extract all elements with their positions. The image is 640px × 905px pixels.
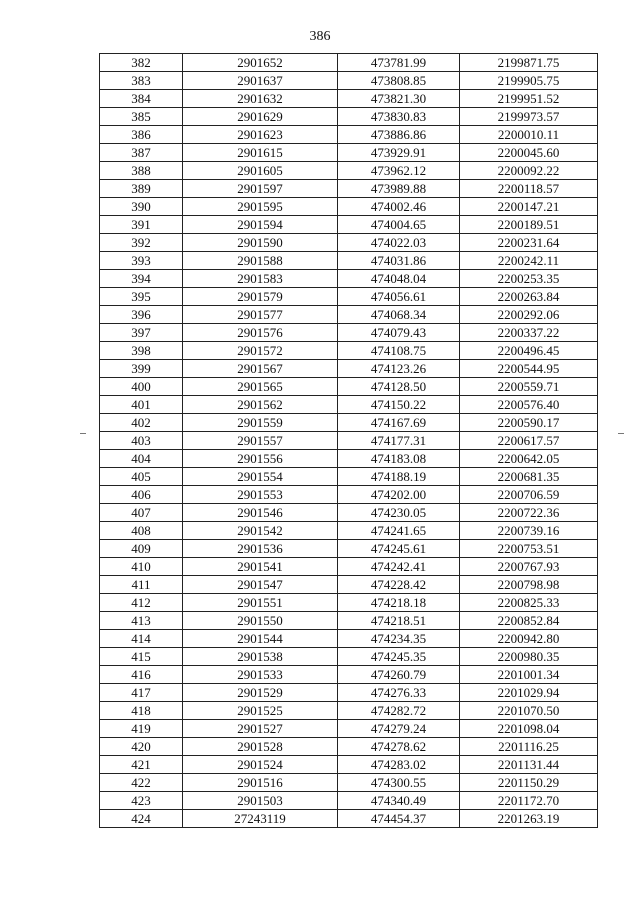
y-coordinate-cell: 2200496.45: [460, 342, 598, 360]
point-number-cell: 399: [100, 360, 183, 378]
table-row: [100, 738, 598, 756]
x-coordinate-cell: 474056.61: [338, 288, 460, 306]
point-number-cell: 422: [100, 774, 183, 792]
table-row: [100, 216, 598, 234]
x-coordinate-cell: 474108.75: [338, 342, 460, 360]
code-cell: 2901572: [183, 342, 338, 360]
table-row: [100, 522, 598, 540]
code-cell: 2901567: [183, 360, 338, 378]
point-number-cell: 411: [100, 576, 183, 594]
table-row: [100, 144, 598, 162]
code-cell: 2901551: [183, 594, 338, 612]
point-number-cell: 388: [100, 162, 183, 180]
x-coordinate-cell: 474242.41: [338, 558, 460, 576]
y-coordinate-cell: 2201098.04: [460, 720, 598, 738]
y-coordinate-cell: 2200642.05: [460, 450, 598, 468]
table-row: [100, 414, 598, 432]
point-number-cell: 386: [100, 126, 183, 144]
x-coordinate-cell: 474300.55: [338, 774, 460, 792]
table-row: [100, 792, 598, 810]
y-coordinate-cell: 2199905.75: [460, 72, 598, 90]
table-row: [100, 108, 598, 126]
table-row: [100, 378, 598, 396]
table-row: [100, 648, 598, 666]
code-cell: 27243119: [183, 810, 338, 828]
point-number-cell: 387: [100, 144, 183, 162]
point-number-cell: 391: [100, 216, 183, 234]
left-margin-mark: [80, 433, 86, 434]
point-number-cell: 408: [100, 522, 183, 540]
x-coordinate-cell: 474230.05: [338, 504, 460, 522]
x-coordinate-cell: 474188.19: [338, 468, 460, 486]
code-cell: 2901605: [183, 162, 338, 180]
code-cell: 2901595: [183, 198, 338, 216]
code-cell: 2901547: [183, 576, 338, 594]
x-coordinate-cell: 474167.69: [338, 414, 460, 432]
table-row: [100, 180, 598, 198]
table-row: [100, 126, 598, 144]
x-coordinate-cell: 474279.24: [338, 720, 460, 738]
x-coordinate-cell: 473821.30: [338, 90, 460, 108]
point-number-cell: 414: [100, 630, 183, 648]
point-number-cell: 392: [100, 234, 183, 252]
code-cell: 2901525: [183, 702, 338, 720]
table-row: [100, 432, 598, 450]
point-number-cell: 415: [100, 648, 183, 666]
table-row: [100, 306, 598, 324]
y-coordinate-cell: 2200980.35: [460, 648, 598, 666]
table-row: [100, 54, 598, 72]
table-row: [100, 720, 598, 738]
y-coordinate-cell: 2200045.60: [460, 144, 598, 162]
y-coordinate-cell: 2200706.59: [460, 486, 598, 504]
code-cell: 2901516: [183, 774, 338, 792]
y-coordinate-cell: 2200739.16: [460, 522, 598, 540]
table-row: [100, 252, 598, 270]
y-coordinate-cell: 2200767.93: [460, 558, 598, 576]
y-coordinate-cell: 2201029.94: [460, 684, 598, 702]
y-coordinate-cell: 2199951.52: [460, 90, 598, 108]
code-cell: 2901579: [183, 288, 338, 306]
code-cell: 2901577: [183, 306, 338, 324]
table-row: [100, 612, 598, 630]
code-cell: 2901652: [183, 54, 338, 72]
table-row: [100, 360, 598, 378]
table-row: [100, 756, 598, 774]
table-row: [100, 450, 598, 468]
x-coordinate-cell: 473962.12: [338, 162, 460, 180]
point-number-cell: 383: [100, 72, 183, 90]
table-row: [100, 486, 598, 504]
coordinates-table-body: [100, 54, 598, 828]
table-row: [100, 594, 598, 612]
right-margin-mark: [618, 433, 624, 434]
y-coordinate-cell: 2200010.11: [460, 126, 598, 144]
code-cell: 2901553: [183, 486, 338, 504]
point-number-cell: 407: [100, 504, 183, 522]
code-cell: 2901615: [183, 144, 338, 162]
table-row: [100, 396, 598, 414]
point-number-cell: 397: [100, 324, 183, 342]
code-cell: 2901544: [183, 630, 338, 648]
code-cell: 2901588: [183, 252, 338, 270]
y-coordinate-cell: 2201116.25: [460, 738, 598, 756]
y-coordinate-cell: 2201263.19: [460, 810, 598, 828]
table-row: [100, 162, 598, 180]
y-coordinate-cell: 2200798.98: [460, 576, 598, 594]
x-coordinate-cell: 474202.00: [338, 486, 460, 504]
point-number-cell: 412: [100, 594, 183, 612]
y-coordinate-cell: 2200576.40: [460, 396, 598, 414]
y-coordinate-cell: 2201001.34: [460, 666, 598, 684]
y-coordinate-cell: 2200147.21: [460, 198, 598, 216]
point-number-cell: 417: [100, 684, 183, 702]
x-coordinate-cell: 473808.85: [338, 72, 460, 90]
table-row: [100, 630, 598, 648]
table-row: [100, 198, 598, 216]
code-cell: 2901528: [183, 738, 338, 756]
point-number-cell: 409: [100, 540, 183, 558]
point-number-cell: 394: [100, 270, 183, 288]
x-coordinate-cell: 474048.04: [338, 270, 460, 288]
x-coordinate-cell: 474278.62: [338, 738, 460, 756]
point-number-cell: 416: [100, 666, 183, 684]
point-number-cell: 423: [100, 792, 183, 810]
y-coordinate-cell: 2199973.57: [460, 108, 598, 126]
table-row: [100, 558, 598, 576]
x-coordinate-cell: 474241.65: [338, 522, 460, 540]
y-coordinate-cell: 2201070.50: [460, 702, 598, 720]
code-cell: 2901533: [183, 666, 338, 684]
code-cell: 2901524: [183, 756, 338, 774]
point-number-cell: 420: [100, 738, 183, 756]
point-number-cell: 396: [100, 306, 183, 324]
point-number-cell: 402: [100, 414, 183, 432]
x-coordinate-cell: 474282.72: [338, 702, 460, 720]
coordinates-table: [99, 53, 598, 828]
y-coordinate-cell: 2200118.57: [460, 180, 598, 198]
x-coordinate-cell: 474234.35: [338, 630, 460, 648]
x-coordinate-cell: 474177.31: [338, 432, 460, 450]
table-row: [100, 270, 598, 288]
code-cell: 2901541: [183, 558, 338, 576]
code-cell: 2901503: [183, 792, 338, 810]
point-number-cell: 384: [100, 90, 183, 108]
x-coordinate-cell: 474245.35: [338, 648, 460, 666]
y-coordinate-cell: 2200242.11: [460, 252, 598, 270]
x-coordinate-cell: 474454.37: [338, 810, 460, 828]
y-coordinate-cell: 2200337.22: [460, 324, 598, 342]
code-cell: 2901556: [183, 450, 338, 468]
table-row: [100, 504, 598, 522]
code-cell: 2901527: [183, 720, 338, 738]
table-row: [100, 666, 598, 684]
y-coordinate-cell: 2200092.22: [460, 162, 598, 180]
table-row: [100, 810, 598, 828]
code-cell: 2901562: [183, 396, 338, 414]
y-coordinate-cell: 2199871.75: [460, 54, 598, 72]
code-cell: 2901554: [183, 468, 338, 486]
x-coordinate-cell: 474150.22: [338, 396, 460, 414]
code-cell: 2901637: [183, 72, 338, 90]
y-coordinate-cell: 2200942.80: [460, 630, 598, 648]
code-cell: 2901623: [183, 126, 338, 144]
y-coordinate-cell: 2201172.70: [460, 792, 598, 810]
y-coordinate-cell: 2200559.71: [460, 378, 598, 396]
table-row: [100, 540, 598, 558]
table-row: [100, 90, 598, 108]
y-coordinate-cell: 2201150.29: [460, 774, 598, 792]
point-number-cell: 400: [100, 378, 183, 396]
table-row: [100, 774, 598, 792]
code-cell: 2901583: [183, 270, 338, 288]
code-cell: 2901546: [183, 504, 338, 522]
x-coordinate-cell: 473989.88: [338, 180, 460, 198]
point-number-cell: 398: [100, 342, 183, 360]
x-coordinate-cell: 474079.43: [338, 324, 460, 342]
code-cell: 2901632: [183, 90, 338, 108]
y-coordinate-cell: 2200544.95: [460, 360, 598, 378]
table-row: [100, 342, 598, 360]
point-number-cell: 419: [100, 720, 183, 738]
code-cell: 2901576: [183, 324, 338, 342]
x-coordinate-cell: 473830.83: [338, 108, 460, 126]
point-number-cell: 421: [100, 756, 183, 774]
x-coordinate-cell: 473929.91: [338, 144, 460, 162]
code-cell: 2901590: [183, 234, 338, 252]
table-row: [100, 684, 598, 702]
y-coordinate-cell: 2200263.84: [460, 288, 598, 306]
y-coordinate-cell: 2201131.44: [460, 756, 598, 774]
y-coordinate-cell: 2200292.06: [460, 306, 598, 324]
x-coordinate-cell: 474228.42: [338, 576, 460, 594]
x-coordinate-cell: 474022.03: [338, 234, 460, 252]
x-coordinate-cell: 474340.49: [338, 792, 460, 810]
point-number-cell: 404: [100, 450, 183, 468]
y-coordinate-cell: 2200189.51: [460, 216, 598, 234]
point-number-cell: 385: [100, 108, 183, 126]
y-coordinate-cell: 2200722.36: [460, 504, 598, 522]
code-cell: 2901538: [183, 648, 338, 666]
y-coordinate-cell: 2200753.51: [460, 540, 598, 558]
table-row: [100, 234, 598, 252]
y-coordinate-cell: 2200681.35: [460, 468, 598, 486]
point-number-cell: 413: [100, 612, 183, 630]
point-number-cell: 393: [100, 252, 183, 270]
table-row: [100, 468, 598, 486]
code-cell: 2901550: [183, 612, 338, 630]
x-coordinate-cell: 474004.65: [338, 216, 460, 234]
y-coordinate-cell: 2200617.57: [460, 432, 598, 450]
x-coordinate-cell: 474283.02: [338, 756, 460, 774]
y-coordinate-cell: 2200253.35: [460, 270, 598, 288]
table-row: [100, 72, 598, 90]
x-coordinate-cell: 474183.08: [338, 450, 460, 468]
x-coordinate-cell: 473886.86: [338, 126, 460, 144]
code-cell: 2901557: [183, 432, 338, 450]
y-coordinate-cell: 2200825.33: [460, 594, 598, 612]
x-coordinate-cell: 473781.99: [338, 54, 460, 72]
point-number-cell: 390: [100, 198, 183, 216]
x-coordinate-cell: 474218.51: [338, 612, 460, 630]
table-row: [100, 288, 598, 306]
table-row: [100, 702, 598, 720]
point-number-cell: 395: [100, 288, 183, 306]
page-number: 386: [309, 29, 331, 44]
x-coordinate-cell: 474276.33: [338, 684, 460, 702]
code-cell: 2901536: [183, 540, 338, 558]
x-coordinate-cell: 474245.61: [338, 540, 460, 558]
point-number-cell: 405: [100, 468, 183, 486]
code-cell: 2901629: [183, 108, 338, 126]
point-number-cell: 418: [100, 702, 183, 720]
x-coordinate-cell: 474128.50: [338, 378, 460, 396]
x-coordinate-cell: 474031.86: [338, 252, 460, 270]
table-row: [100, 576, 598, 594]
y-coordinate-cell: 2200590.17: [460, 414, 598, 432]
code-cell: 2901559: [183, 414, 338, 432]
code-cell: 2901542: [183, 522, 338, 540]
point-number-cell: 389: [100, 180, 183, 198]
table-row: [100, 324, 598, 342]
x-coordinate-cell: 474002.46: [338, 198, 460, 216]
x-coordinate-cell: 474068.34: [338, 306, 460, 324]
point-number-cell: 401: [100, 396, 183, 414]
y-coordinate-cell: 2200852.84: [460, 612, 598, 630]
y-coordinate-cell: 2200231.64: [460, 234, 598, 252]
point-number-cell: 410: [100, 558, 183, 576]
point-number-cell: 403: [100, 432, 183, 450]
point-number-cell: 382: [100, 54, 183, 72]
x-coordinate-cell: 474123.26: [338, 360, 460, 378]
code-cell: 2901565: [183, 378, 338, 396]
x-coordinate-cell: 474218.18: [338, 594, 460, 612]
code-cell: 2901594: [183, 216, 338, 234]
code-cell: 2901597: [183, 180, 338, 198]
x-coordinate-cell: 474260.79: [338, 666, 460, 684]
point-number-cell: 424: [100, 810, 183, 828]
code-cell: 2901529: [183, 684, 338, 702]
point-number-cell: 406: [100, 486, 183, 504]
